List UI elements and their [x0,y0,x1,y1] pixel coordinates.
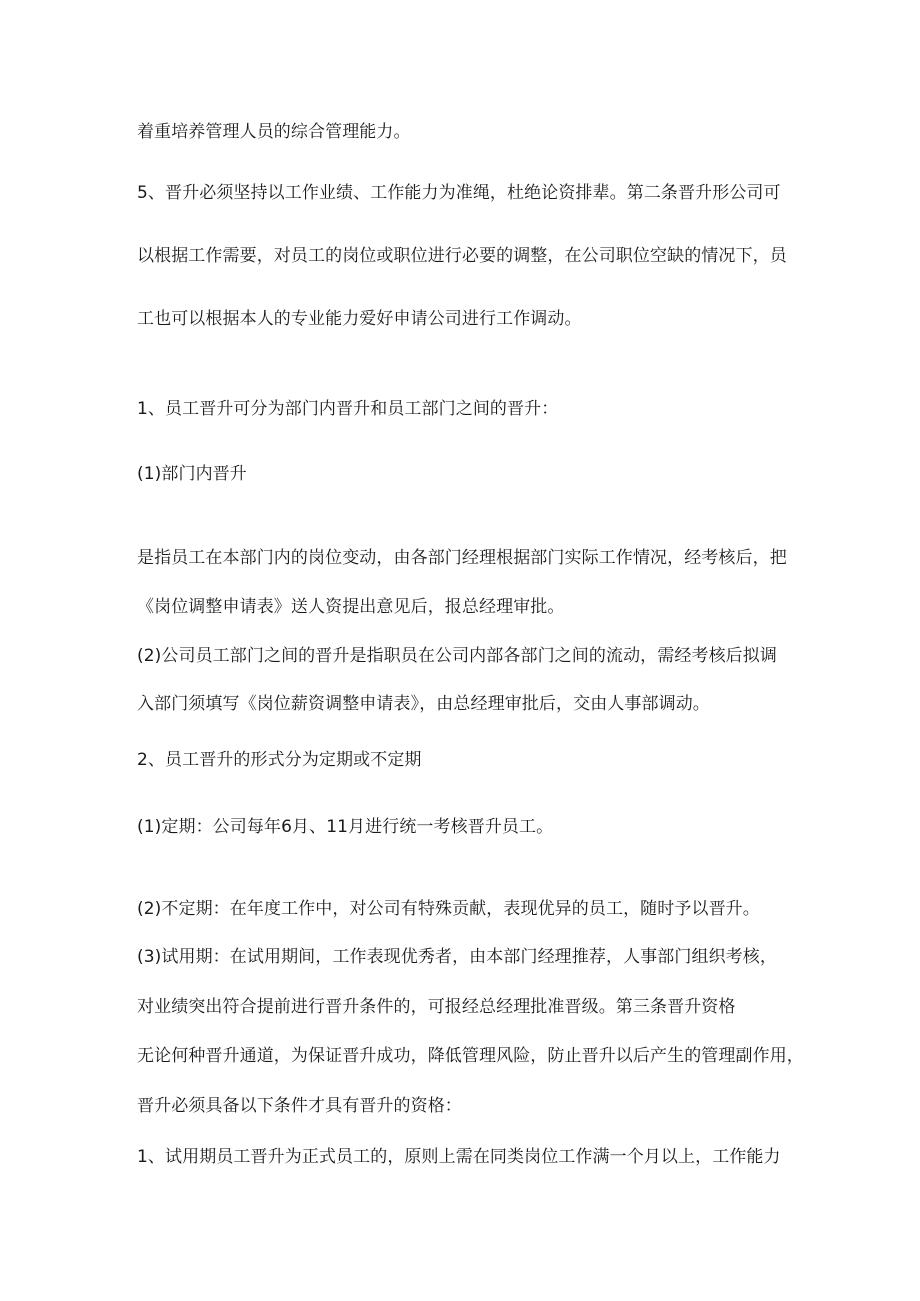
paragraph-line-8: 《岗位调整申请表》送人资提出意见后，报总经理审批。 [137,597,565,617]
paragraph-line-7: 是指员工在本部门内的岗位变动，由各部门经理根据部门实际工作情况，经考核后，把 [137,548,787,568]
paragraph-line-4: 工也可以根据本人的专业能力爱好申请公司进行工作调动。 [137,309,582,329]
paragraph-line-15: 对业绩突出符合提前进行晋升条件的，可报经总经理批准晋级。第三条晋升资格 [137,997,736,1017]
paragraph-line-12: (1)定期：公司每年6月、11月进行统一考核晋升员工。 [137,817,554,837]
paragraph-line-14: (3)试用期：在试用期间，工作表现优秀者，由本部门经理推荐，人事部门组织考核， [137,947,777,967]
paragraph-line-2: 5、晋升必须坚持以工作业绩、工作能力为准绳，杜绝论资排辈。第二条晋升形公司可 [137,183,781,203]
paragraph-line-16: 无论何种晋升通道，为保证晋升成功，降低管理风险，防止晋升以后产生的管理副作用， [137,1046,804,1066]
paragraph-line-13: (2)不定期：在年度工作中，对公司有特殊贡献，表现优异的员工，随时予以晋升。 [137,899,760,919]
paragraph-line-10: 入部门须填写《岗位薪资调整申请表》，由总经理审批后，交由人事部调动。 [137,694,710,714]
paragraph-line-11: 2、员工晋升的形式分为定期或不定期 [137,750,422,770]
paragraph-line-6: (1)部门内晋升 [137,464,247,484]
paragraph-line-17: 晋升必须具备以下条件才具有晋升的资格： [137,1096,462,1116]
paragraph-line-18: 1、试用期员工晋升为正式员工的，原则上需在同类岗位工作满一个月以上，工作能力 [137,1147,781,1167]
paragraph-line-3: 以根据工作需要，对员工的岗位或职位进行必要的调整，在公司职位空缺的情况下，员 [137,246,787,266]
paragraph-line-1: 着重培养管理人员的综合管理能力。 [137,122,411,142]
paragraph-line-9: (2)公司员工部门之间的晋升是指职员在公司内部各部门之间的流动，需经考核后拟调 [137,646,777,666]
paragraph-line-5: 1、员工晋升可分为部门内晋升和员工部门之间的晋升： [137,399,559,419]
